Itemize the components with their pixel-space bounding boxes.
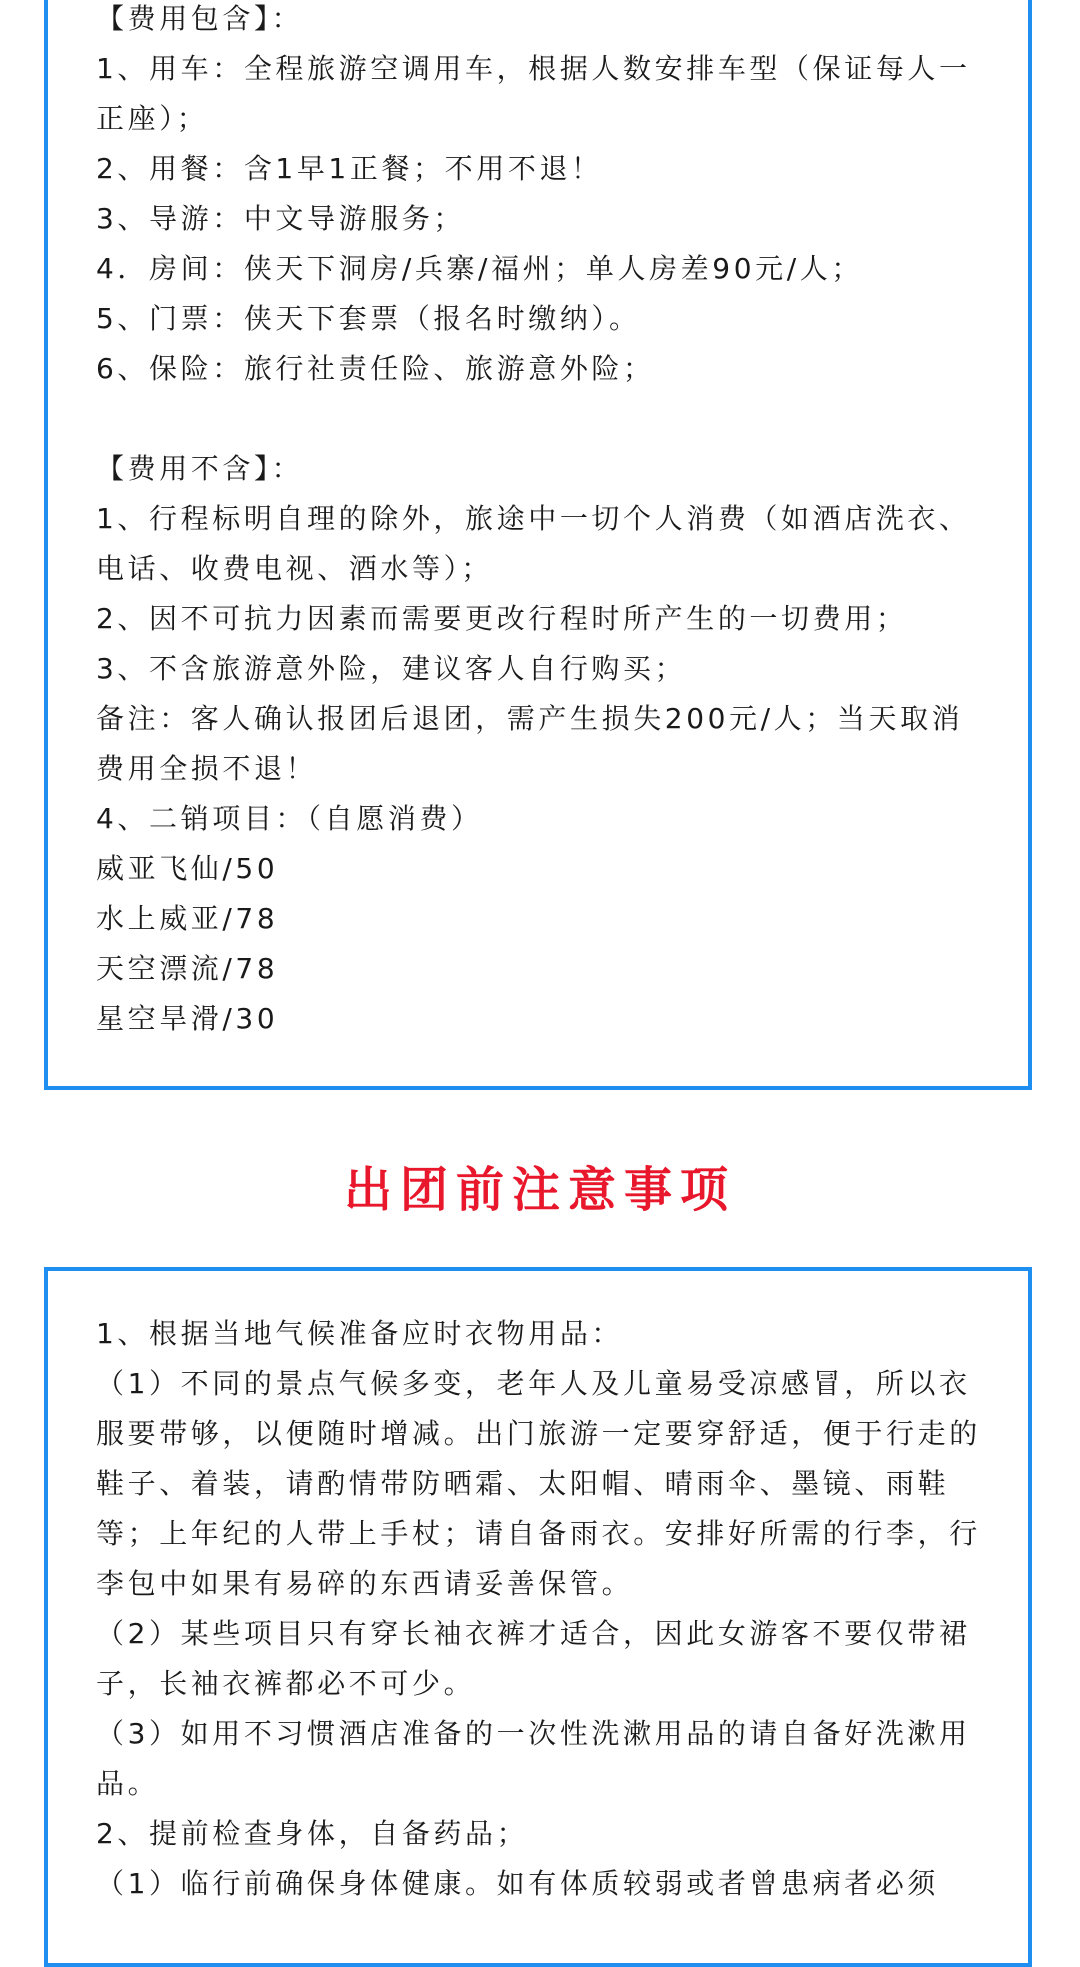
optional-activity-2: 水上威亚/78 [96, 902, 279, 935]
notice-item-1-1: （1）不同的景点气候多变，老年人及儿童易受凉感冒，所以衣服要带够，以便随时增减。出门旅游一定要穿舒适，便于行走的鞋子、着装，请酌情带防晒霜、太阳帽、晴雨伞、墨镜、雨鞋等；上年纪的人带上手杖；请自备雨衣。安排好所需的行李，行李包中如果有易碎的东西请妥善保管。 [96, 1367, 981, 1600]
fee-included-heading: 【费用包含】： [96, 2, 304, 35]
optional-activity-1: 威亚飞仙/50 [96, 852, 279, 885]
fee-excluded-remark: 备注：客人确认报团后退团，需产生损失200元/人；当天取消费用全损不退！ [96, 702, 964, 785]
notice-section-title: 出团前注意事项 [343, 1162, 736, 1218]
notice-content [96, 1309, 992, 1909]
fee-included-item-4: 4．房间：侠天下洞房/兵寨/福州；单人房差90元/人； [96, 252, 863, 285]
fee-excluded-item-2: 2、因不可抗力因素而需要更改行程时所产生的一切费用； [96, 602, 908, 635]
fee-excluded-item-4: 4、二销项目：（自愿消费） [96, 802, 483, 835]
fee-included-item-1: 1、用车：全程旅游空调用车，根据人数安排车型（保证每人一正座）； [96, 52, 971, 135]
notice-item-2-1: （1）临行前确保身体健康。如有体质较弱或者曾患病者必须 [96, 1867, 940, 1900]
fee-excluded-item-1: 1、行程标明自理的除外，旅途中一切个人消费（如酒店洗衣、电话、收费电视、酒水等）； [96, 502, 971, 585]
fee-included-item-5: 5、门票：侠天下套票（报名时缴纳）。 [96, 302, 641, 335]
fee-info-content [96, 0, 992, 1044]
fee-excluded-item-3: 3、不含旅游意外险，建议客人自行购买； [96, 652, 687, 685]
notice-item-2: 2、提前检查身体，自备药品； [96, 1817, 529, 1850]
fee-included-item-6: 6、保险：旅行社责任险、旅游意外险； [96, 352, 655, 385]
optional-activity-4: 星空旱滑/30 [96, 1002, 279, 1035]
optional-activity-3: 天空漂流/78 [96, 952, 279, 985]
fee-included-item-2: 2、用餐：含1早1正餐；不用不退！ [96, 152, 603, 185]
fee-excluded-heading: 【费用不含】： [96, 452, 304, 485]
fee-included-item-3: 3、导游：中文导游服务； [96, 202, 466, 235]
notice-item-1: 1、根据当地气候准备应时衣物用品： [96, 1317, 624, 1350]
notice-panel [44, 1267, 1032, 1967]
fee-info-panel [44, 0, 1032, 1090]
paragraph-spacer [96, 394, 992, 444]
notice-item-1-3: （3）如用不习惯酒店准备的一次性洗漱用品的请自备好洗漱用品。 [96, 1717, 971, 1800]
notice-item-1-2: （2）某些项目只有穿长袖衣裤才适合，因此女游客不要仅带裙子，长袖衣裤都必不可少。 [96, 1617, 971, 1700]
